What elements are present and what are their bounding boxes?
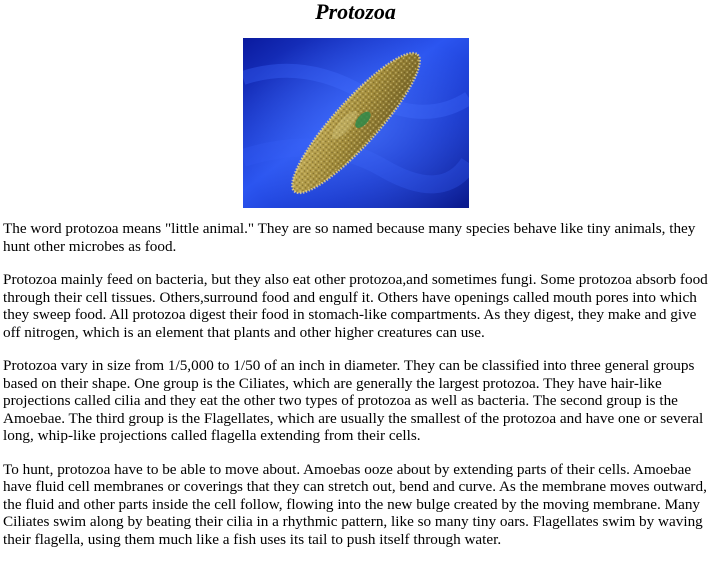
paragraph-size-groups: Protozoa vary in size from 1/5,000 to 1/50 of an inch in diameter. They can be classified into three general groups based on their shape. One group is the Ciliates, which are generally the largest protozoa. They have hair-like projections called cilia and they eat the other two types of protozoa as well as bacteria. The second group is the Amoebae. The third group is the Flagellates, which are usually the smallest of the protozoa and have one or several long, whip-like projections called flagella extending from their cells. [3, 357, 704, 444]
paragraph-feeding: Protozoa mainly feed on bacteria, but they also eat other protozoa,and sometimes fungi. Some protozoa absorb food through their cell tissues. Others,surround food and engulf it. Others have openings called mouth pores into which they sweep food. All protozoa digest their food in stomach-like compartments. As they digest, they make and give off nitrogen, which is an element that plants and other higher creatures can use. [3, 271, 708, 341]
page-title: Protozoa [315, 0, 396, 24]
paragraph-intro: The word protozoa means "little animal." They are so named because many species behave like tiny animals, they hunt other microbes as food. [3, 220, 696, 255]
paragraph-movement: To hunt, protozoa have to be able to move about. Amoebas ooze about by extending parts of their cells. Amoebae have fluid cell membranes or coverings that they can stretch out, bend and curve. As the membrane moves outward, the fluid and other parts inside the cell follow, flowing into the new bulge created by the moving membrane. Many Ciliates swim along by beating their cilia in a rhythmic pattern, like so many tiny oars. Flagellates swim by waving their flagella, using them much like a fish uses its tail to push itself through water. [3, 460, 707, 548]
protozoa-image [243, 38, 469, 208]
protozoa-micrograph-icon [243, 38, 469, 208]
